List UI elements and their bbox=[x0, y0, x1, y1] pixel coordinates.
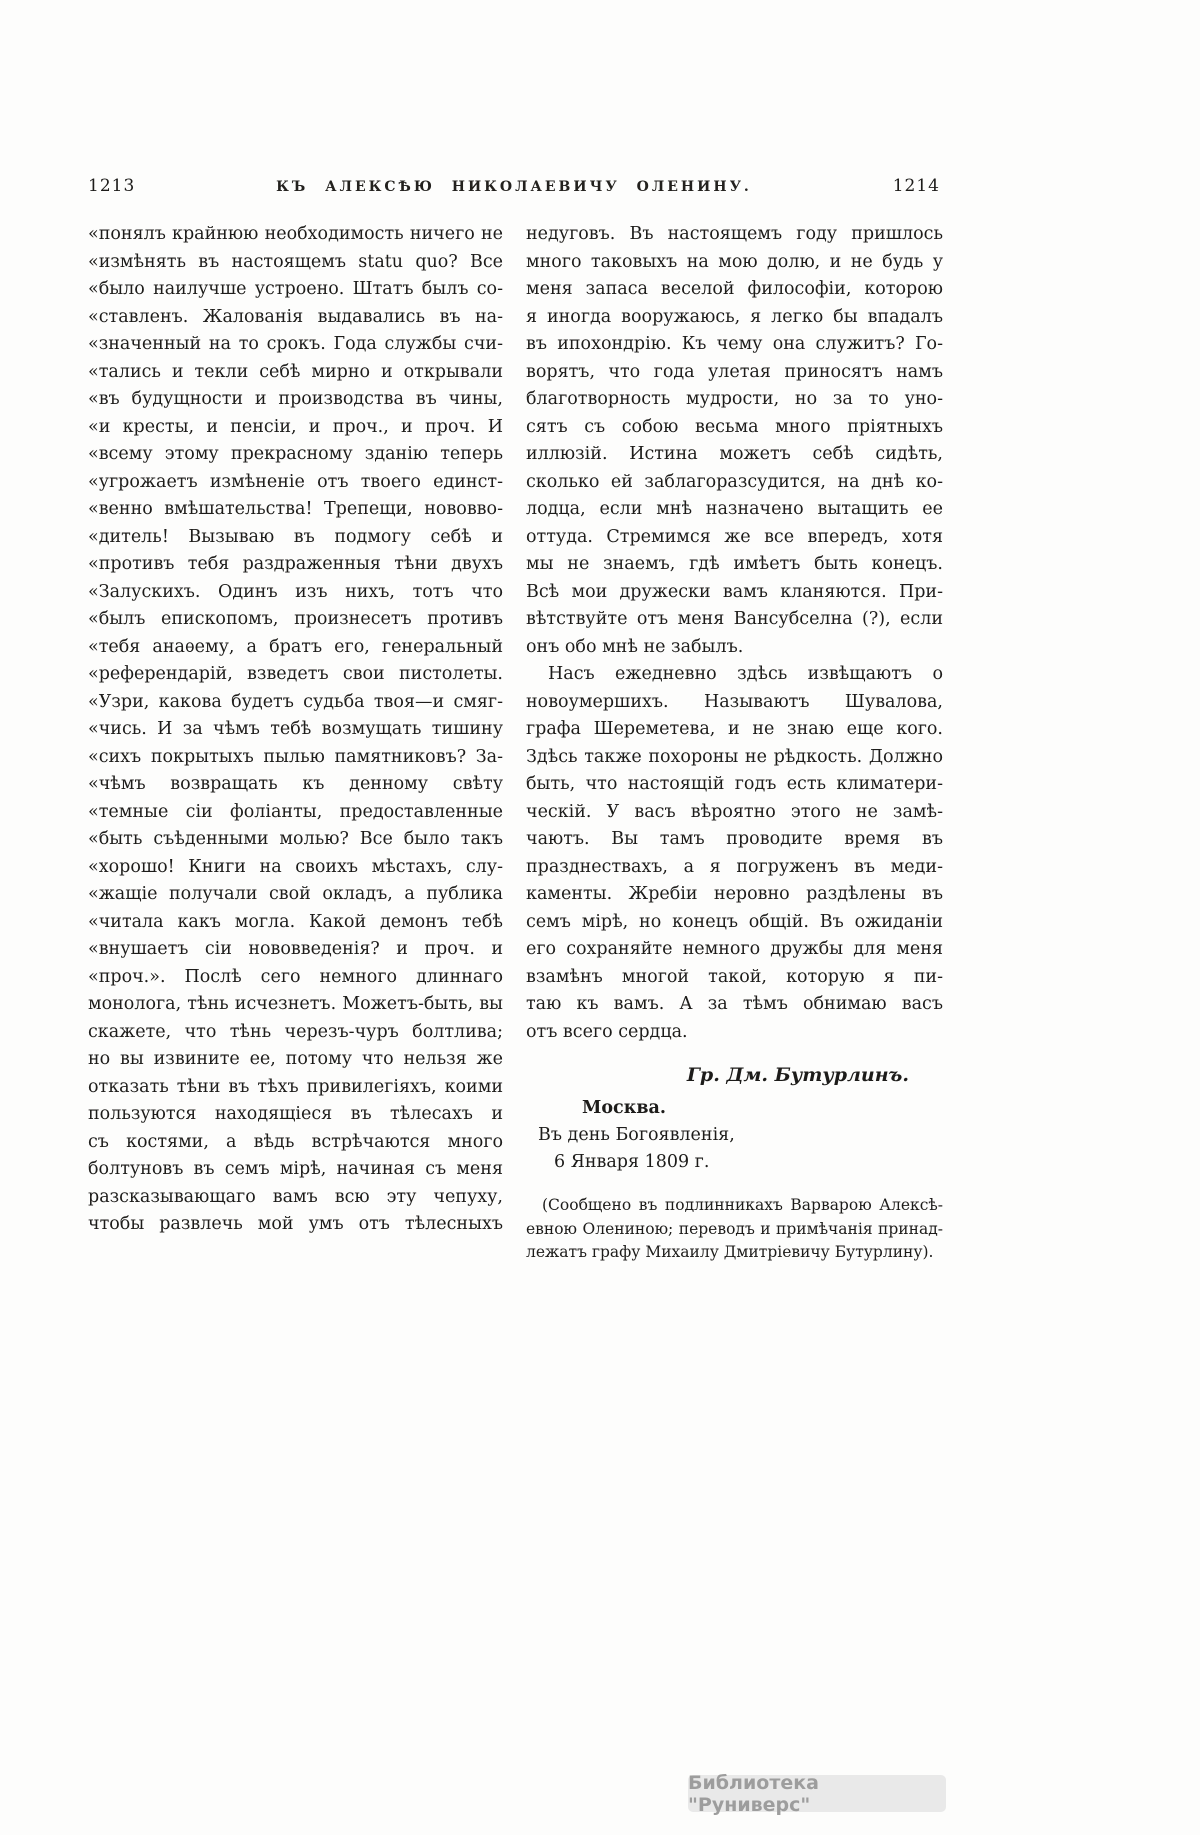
text-line: «жащіе получали свой окладъ, а публика bbox=[88, 884, 503, 904]
text-column-left bbox=[88, 221, 503, 1239]
text-line: «чѣмъ возвращать къ денному свѣту bbox=[88, 774, 503, 794]
text-line: скажете, что тѣнь черезъ-чуръ болтлива; bbox=[88, 1021, 503, 1042]
page-number-left: 1213 bbox=[88, 176, 136, 196]
text-line: вѣтствуйте отъ меня Вансубселна (?), если bbox=[526, 609, 943, 629]
text-line: «Узри, какова будетъ судьба твоя—и смяг- bbox=[88, 691, 503, 712]
text-line: мы не знаемъ, гдѣ имѣетъ быть конецъ. bbox=[526, 554, 943, 574]
text-line: «противъ тебя раздраженныя тѣни двухъ bbox=[88, 554, 503, 574]
text-line: новоумершихъ. Называютъ Шувалова, bbox=[526, 691, 943, 712]
text-line: «угрожаетъ измѣненіе отъ твоего единст- bbox=[88, 471, 503, 492]
text-line: «референдарій, взведетъ свои пистолеты. bbox=[88, 664, 503, 684]
text-line: болтуновъ въ семъ мірѣ, начиная съ меня bbox=[88, 1159, 503, 1179]
text-line: «быть съѣденными молью? Все было такъ bbox=[88, 829, 503, 849]
text-line: «былъ епископомъ, произнесетъ противъ bbox=[88, 609, 503, 629]
paragraph-news bbox=[526, 661, 943, 1046]
text-line: Здѣсь также похороны не рѣдкость. Должно bbox=[526, 746, 943, 767]
text-column-right bbox=[526, 221, 943, 1265]
text-line: недуговъ. Въ настоящемъ году пришлось bbox=[526, 224, 943, 244]
text-line: лодца, если мнѣ назначено вытащить ее bbox=[526, 499, 943, 519]
text-line: сятъ съ собою весьма много пріятныхъ bbox=[526, 416, 943, 437]
text-line: ческій. У васъ вѣроятно этого не замѣ- bbox=[526, 801, 943, 822]
text-line: «сихъ покрытыхъ пылью памятниковъ? За- bbox=[88, 746, 503, 767]
text-line: быть, что настоящій годъ есть климатери- bbox=[526, 774, 943, 794]
text-line: евною Олениною; переводъ и примѣчанія принад- bbox=[526, 1219, 943, 1238]
text-line: ворятъ, что года улетая приносятъ намъ bbox=[526, 361, 943, 382]
text-line: Насъ ежедневно здѣсь извѣщаютъ о bbox=[548, 664, 943, 684]
text-line: «было наилучше устроено. Штатъ былъ со- bbox=[88, 279, 503, 299]
text-line: Всѣ мои дружески вамъ кланяются. При- bbox=[526, 581, 943, 602]
text-line: «значенный на то срокъ. Года службы счи- bbox=[88, 334, 503, 354]
text-line: въ ипохондрію. Къ чему она служитъ? Го- bbox=[526, 334, 943, 354]
text-line: лежатъ графу Михаилу Дмитріевичу Бутурлину). bbox=[526, 1243, 934, 1261]
text-line: съ костями, а вѣдь встрѣчаются много bbox=[88, 1131, 503, 1152]
text-line: меня запаса веселой философіи, которою bbox=[526, 279, 943, 299]
text-line: графа Шереметева, и не знаю еще кого. bbox=[526, 719, 943, 739]
text-line: чтобы развлечь мой умъ отъ тѣлесныхъ bbox=[88, 1214, 503, 1234]
text-line: «дитель! Вызываю въ подмогу себѣ и bbox=[88, 526, 503, 547]
text-line: его сохраняйте немного дружбы для меня bbox=[526, 939, 943, 959]
text-line: «въ будущности и производства въ чины, bbox=[88, 389, 503, 409]
text-line: «Залускихъ. Одинъ изъ нихъ, тотъ что bbox=[88, 581, 503, 602]
text-line: семъ мірѣ, но конецъ общій. Въ ожиданіи bbox=[526, 911, 943, 932]
text-line: «всему этому прекрасному зданію теперь bbox=[88, 444, 503, 464]
text-line: «тались и текли себѣ мирно и открывали bbox=[88, 361, 503, 382]
dateline-date: 6 Января 1809 г. bbox=[554, 1152, 710, 1172]
paragraph-continuation bbox=[526, 221, 943, 661]
text-line: «проч.». Послѣ сего немного длиннаго bbox=[88, 966, 503, 987]
text-line: «темные сіи фоліанты, предоставленные bbox=[88, 801, 503, 822]
text-line: благотворность мудрости, но за то уно- bbox=[526, 389, 943, 409]
text-line: «чись. И за чѣмъ тебѣ возмущать тишину bbox=[88, 719, 503, 739]
text-line: «понялъ крайнюю необходимость ничего не bbox=[88, 224, 503, 244]
text-line: таю къ вамъ. А за тѣмъ обнимаю васъ bbox=[526, 994, 943, 1014]
text-line: (Сообщено въ подлинникахъ Варварою Алексѣ- bbox=[542, 1196, 943, 1214]
text-line: отъ всего сердца. bbox=[526, 1021, 688, 1042]
text-line: каменты. Жребіи неровно раздѣлены въ bbox=[526, 884, 943, 904]
text-line: разсказывающаго вамъ всю эту чепуху, bbox=[88, 1186, 503, 1207]
dateline-place: Москва. bbox=[582, 1098, 666, 1118]
text-line: я иногда вооружаюсь, я легко бы впадалъ bbox=[526, 306, 943, 327]
text-line: оттуда. Стремимся же все впередъ, хотя bbox=[526, 526, 943, 547]
watermark-text: Библиотека "Руниверс" bbox=[688, 1771, 819, 1816]
editorial-footnote bbox=[526, 1194, 943, 1265]
text-line: празднествахъ, а я погруженъ въ меди- bbox=[526, 856, 943, 877]
text-line: иллюзій. Истина можетъ себѣ сидѣть, bbox=[526, 444, 943, 464]
text-line: взамѣнъ многой такой, которую я пи- bbox=[526, 966, 943, 987]
text-line: «хорошо! Книги на своихъ мѣстахъ, слу- bbox=[88, 856, 503, 877]
text-line: сколько ей заблагоразсудится, на днѣ ко- bbox=[526, 471, 943, 492]
text-line: «венно вмѣшательства! Трепещи, нововво- bbox=[88, 499, 503, 519]
text-line: чаютъ. Вы тамъ проводите время въ bbox=[526, 829, 943, 849]
text-line: «ставленъ. Жалованія выдавались въ на- bbox=[88, 306, 503, 327]
text-line: монолога, тѣнь исчезнетъ. Можетъ-быть, вы bbox=[88, 994, 503, 1014]
text-line: отказать тѣни въ тѣхъ привилегіяхъ, коими bbox=[88, 1076, 503, 1097]
dateline-occasion: Въ день Богоявленія, bbox=[538, 1125, 735, 1145]
text-line: «и кресты, и пенсіи, и проч., и проч. И bbox=[88, 416, 503, 437]
text-line: пользуются находящіеся въ тѣлесахъ и bbox=[88, 1104, 503, 1124]
text-line: «тебя анаѳему, а братъ его, генеральный bbox=[88, 636, 503, 657]
page-header bbox=[88, 176, 940, 196]
text-line: «читала какъ могла. Какой демонъ тебѣ bbox=[88, 911, 503, 932]
text-line: «измѣнять въ настоящемъ statu quo? Все bbox=[88, 251, 503, 272]
text-line: «внушаетъ сіи нововведенія? и проч. и bbox=[88, 939, 503, 959]
text-line: но вы извините ее, потому что нельзя же bbox=[88, 1049, 503, 1069]
page-number-right: 1214 bbox=[892, 176, 940, 196]
running-title: КЪ АЛЕКСѢЮ НИКОЛАЕВИЧУ ОЛЕНИНУ. bbox=[276, 179, 752, 195]
text-line: много таковыхъ на мою долю, и не будь у bbox=[526, 251, 943, 272]
text-line: онъ обо мнѣ не забылъ. bbox=[526, 636, 744, 657]
library-watermark bbox=[688, 1771, 946, 1816]
letter-signature: Гр. Дм. Бутурлинъ. bbox=[686, 1064, 909, 1086]
